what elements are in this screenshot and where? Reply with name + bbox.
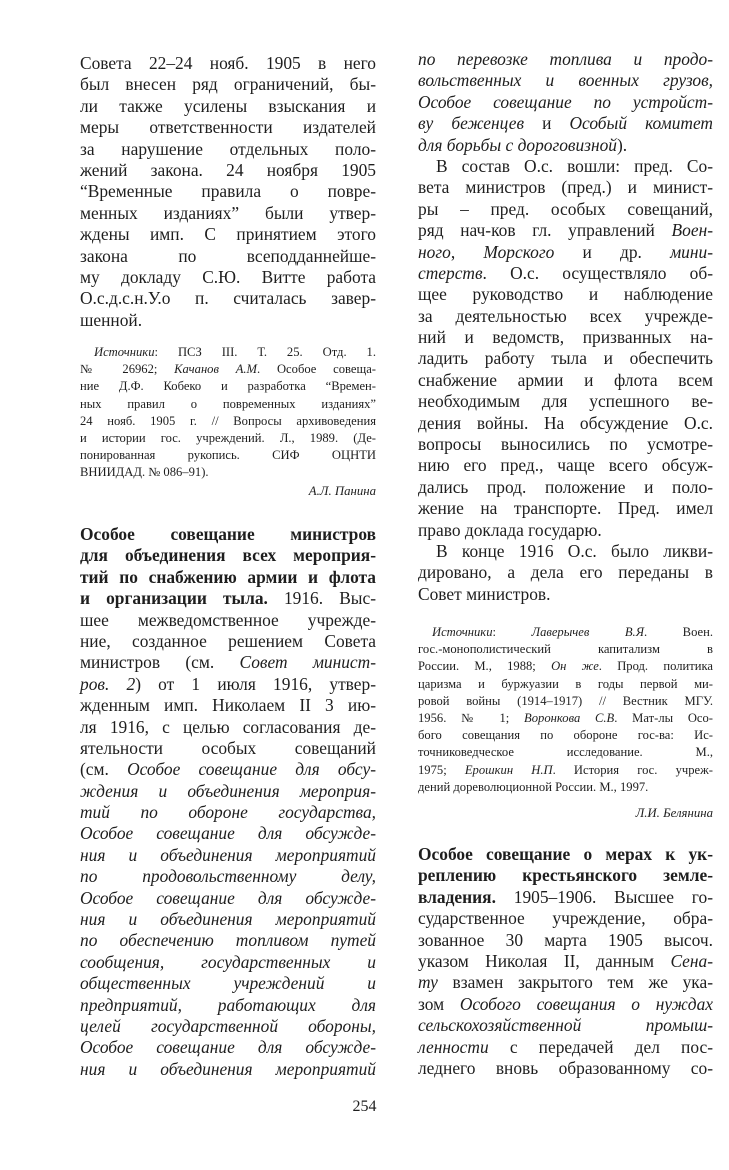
text-line — [418, 994, 713, 1015]
body-text: право доклада государю. — [418, 519, 602, 540]
body-text: жений закона. 24 ноября 1905 — [80, 159, 376, 180]
body-text: министров (см. — [80, 652, 240, 673]
body-text: царизма и буржуазии в годы первой ми- — [418, 676, 713, 691]
text-line — [80, 909, 376, 930]
text-line — [418, 520, 713, 541]
text-line — [80, 717, 376, 738]
body-text: ладить работу тыла и обеспечить — [418, 348, 713, 369]
text-line — [418, 177, 713, 198]
body-text: О.с.д.с.н.У.о п. считалась завер- — [80, 288, 376, 309]
text-line — [80, 310, 376, 331]
text-line — [418, 92, 713, 113]
italic-text: вольственных и военных грузов, — [418, 70, 713, 91]
body-text: . О.с. осуществляло об- — [482, 262, 713, 283]
body-text: “Временные правила о повре- — [80, 181, 376, 202]
body-text: ля 1916, с целью согласования де- — [80, 716, 376, 737]
text-line — [80, 160, 376, 181]
text-line — [418, 434, 713, 455]
sources-block-1 — [80, 344, 376, 482]
italic-text: Морского — [483, 241, 555, 262]
italic-text: Он же — [551, 659, 599, 674]
text-line — [418, 658, 713, 675]
text-line — [80, 524, 376, 545]
text-line — [418, 1015, 713, 1036]
text-line — [418, 49, 713, 70]
entry-heading-text: для объединения всех мероприя- — [80, 545, 376, 566]
italic-text: тий по обороне государства, — [80, 802, 376, 823]
italic-text: Особое совещание для обсужде- — [80, 1037, 376, 1058]
body-text: Совет министров. — [418, 583, 551, 604]
body-text: ных правил о повременных изданиях” — [80, 396, 376, 411]
body-text: шенной. — [80, 309, 143, 330]
text-line — [80, 1037, 376, 1058]
text-line — [418, 477, 713, 498]
text-line — [80, 1059, 376, 1080]
text-line — [418, 306, 713, 327]
body-text: вопросы выносились по усмотре- — [418, 434, 713, 455]
text-line — [80, 464, 376, 481]
italic-text: сельскохозяйственной промыш- — [418, 1015, 713, 1036]
body-text: Совета 22–24 нояб. 1905 в него — [80, 53, 376, 73]
text-line — [418, 348, 713, 369]
text-line — [80, 674, 376, 695]
text-line — [80, 610, 376, 631]
text-line — [80, 1016, 376, 1037]
body-text: ние Д.Ф. Кобеко и разработка “Времен- — [80, 379, 376, 394]
body-text: с передачей дел пос- — [488, 1036, 713, 1057]
italic-text: по продовольственному делу, — [80, 866, 376, 887]
text-line — [418, 562, 713, 583]
text-line — [418, 199, 713, 220]
text-line — [418, 972, 713, 993]
text-line — [80, 53, 376, 74]
body-text: указом Николая II, данным — [418, 950, 671, 971]
sources-block-2 — [418, 624, 713, 796]
text-line — [80, 413, 376, 430]
italic-text: Особое совещание по устройст- — [418, 91, 713, 112]
text-line — [418, 113, 713, 134]
italic-text: ния и объединения мероприятий — [80, 909, 376, 930]
text-line — [80, 447, 376, 464]
body-text: России. М., 1988; — [418, 659, 552, 674]
italic-text: для борьбы с дороговизной — [418, 134, 617, 155]
text-line — [418, 541, 713, 562]
italic-text: Лаверычев В.Я — [531, 625, 644, 639]
body-text: ВНИИДАД. № 086–91). — [80, 465, 209, 480]
body-text: леднего вновь образованному со- — [418, 1057, 713, 1078]
body-text: ). — [616, 134, 628, 155]
body-text: меры ответственности издателей — [80, 117, 376, 138]
body-text: . Воен. — [643, 625, 713, 639]
body-text: : — [492, 625, 532, 639]
italic-text: предприятий, работающих для — [80, 994, 376, 1015]
body-text: снабжение армии и флота всем — [418, 369, 713, 390]
text-line — [418, 263, 713, 284]
body-text: ятельности особых совещаний — [80, 737, 376, 758]
text-line — [418, 908, 713, 929]
body-text: ровой войны (1914–1917) // Вестник МГУ. — [418, 693, 713, 708]
italic-text: ров. 2 — [80, 673, 136, 694]
italic-text: ву беженцев — [418, 113, 525, 134]
text-line — [80, 631, 376, 652]
body-text: бого совещания по обороне гос-ва: Ис- — [418, 728, 713, 743]
text-line — [80, 545, 376, 566]
text-line — [80, 781, 376, 802]
italic-text: мини- — [670, 241, 713, 262]
italic-text: Особое совещание для обсужде- — [80, 887, 376, 908]
body-text: нию его пред., чаще всего обсуж- — [418, 455, 713, 476]
body-text: зованное 30 марта 1905 высоч. — [418, 929, 713, 950]
italic-text: ного — [418, 241, 451, 262]
text-line — [80, 430, 376, 447]
text-line — [418, 865, 713, 886]
italic-text: ния и объединения мероприятий — [80, 844, 376, 865]
text-line — [418, 156, 713, 177]
body-text: В состав О.с. вошли: пред. Со- — [436, 155, 713, 176]
text-line — [418, 887, 713, 908]
body-text: ры – пред. особых совещаний, — [418, 198, 713, 219]
text-line — [80, 973, 376, 994]
body-text: за нарушение отдельных поло- — [80, 138, 376, 159]
italic-text: по перевозке топлива и продо- — [418, 49, 713, 69]
body-text: 1956. № 1; — [418, 710, 525, 725]
italic-text: по обеспечению топливом путей — [80, 930, 376, 951]
text-line — [418, 1058, 713, 1079]
entry-ministers-council — [80, 524, 376, 1080]
body-text: ли также усилены взыскания и — [80, 95, 376, 116]
text-line — [418, 727, 713, 744]
italic-text: Особый комитет — [569, 113, 713, 134]
body-text: понированная рукопись. СИФ ОЦНТИ — [80, 448, 376, 463]
body-text: № 26962; — [80, 362, 175, 377]
entry-heading-text: тий по снабжению армии и флота — [80, 566, 376, 587]
text-line — [80, 224, 376, 245]
italic-text: целей государственной обороны, — [80, 1015, 376, 1036]
text-line — [80, 288, 376, 309]
italic-text: Сена- — [670, 950, 713, 971]
body-text: зом — [418, 993, 460, 1014]
body-text: 1975; — [418, 762, 465, 777]
body-text: , — [450, 241, 484, 262]
text-line — [418, 762, 713, 779]
italic-text: Совет минист- — [239, 652, 377, 673]
entry-peasant-land — [418, 844, 713, 1079]
body-text: дировано, а дела его переданы в — [418, 562, 713, 583]
italic-text: Особое совещание для обсужде- — [80, 823, 376, 844]
body-text: 24 нояб. 1905 г. // Вопросы архивоведения — [80, 413, 376, 428]
text-line — [80, 888, 376, 909]
text-line — [418, 413, 713, 434]
text-line — [418, 779, 713, 796]
entry-heading-text: Особое совещание о мерах к ук- — [418, 844, 713, 864]
italic-text: Особое совещание для обсу- — [127, 759, 376, 780]
text-line — [80, 759, 376, 780]
body-text: вета министров (пред.) и минист- — [418, 177, 713, 198]
body-text: 1905–1906. Высшее го- — [495, 886, 713, 907]
text-line — [418, 930, 713, 951]
text-line — [80, 96, 376, 117]
italic-text: Особого совещания о нуждах — [459, 993, 713, 1014]
italic-text: Воен- — [671, 220, 713, 241]
body-text: был внесен ряд ограничений, бы- — [80, 74, 376, 95]
text-line — [418, 641, 713, 658]
body-text: щее руководство и наблюдение — [418, 284, 713, 305]
text-line — [418, 951, 713, 972]
text-line — [80, 139, 376, 160]
italic-text: Источники — [94, 345, 155, 359]
text-line — [418, 844, 713, 865]
body-text: жение на транспорте. Пред. имел — [418, 498, 713, 519]
italic-text: ждения и объединения мероприя- — [80, 780, 376, 801]
text-line — [80, 567, 376, 588]
text-line — [418, 70, 713, 91]
body-text: шее межведомственное учрежде- — [80, 609, 376, 630]
italic-text: Ерошкин Н.П — [464, 762, 553, 777]
body-text: ний и ведомств, призванных на- — [418, 327, 713, 348]
body-text: жденным имп. Николаем II 3 ию- — [80, 695, 376, 716]
body-text: менных изданиях” были утвер- — [80, 202, 376, 223]
body-text: . Мат-лы Осо- — [614, 710, 713, 725]
text-line — [80, 738, 376, 759]
text-line — [418, 693, 713, 710]
text-line — [418, 584, 713, 605]
italic-text: Воронкова С.В — [524, 710, 615, 725]
body-text: . Прод. политика — [598, 659, 713, 674]
body-text: ждены имп. С принятием этого — [80, 224, 376, 245]
body-text: (см. — [80, 759, 128, 780]
body-text: : ПСЗ III. Т. 25. Отд. 1. — [154, 345, 376, 359]
text-line — [80, 361, 376, 378]
italic-text: ту — [418, 972, 438, 993]
entry-heading-text: и организации тыла. — [80, 588, 268, 609]
text-line — [418, 327, 713, 348]
italic-text: ленности — [418, 1036, 489, 1057]
body-text: дений дореволюционной России. М., 1997. — [418, 779, 649, 794]
text-line — [80, 203, 376, 224]
italic-text: сообщения, государственных и — [80, 951, 376, 972]
text-line — [80, 396, 376, 413]
entry-heading-text: реплению крестьянского земле- — [418, 865, 713, 886]
body-text: му докладу С.Ю. Витте работа — [80, 266, 376, 287]
entry-continuation-left — [80, 53, 376, 331]
body-text: дались прод. положение и поло- — [418, 476, 713, 497]
text-line — [80, 802, 376, 823]
text-line — [80, 930, 376, 951]
italic-text: Качанов А.М — [174, 362, 258, 377]
entry-heading-text: владения. — [418, 886, 496, 907]
body-text: ряд нач-ков гл. управлений — [418, 220, 672, 241]
text-line — [418, 455, 713, 476]
text-line — [80, 845, 376, 866]
text-line — [80, 952, 376, 973]
body-text: 1916. Выс- — [267, 588, 376, 609]
text-line — [80, 181, 376, 202]
body-text: сударственное учреждение, обра- — [418, 908, 713, 929]
author-signature: А.Л. Панина — [308, 484, 376, 498]
body-text: . История гос. учреж- — [552, 762, 713, 777]
text-line — [80, 74, 376, 95]
text-line — [80, 246, 376, 267]
body-text: и — [524, 113, 570, 134]
body-text: и истории гос. учреждений. Л., 1989. (Де- — [80, 430, 376, 445]
text-line — [80, 823, 376, 844]
italic-text: общественных учреждений и — [80, 973, 376, 994]
entry-continuation-right — [418, 49, 713, 605]
italic-text: стерств — [418, 262, 483, 283]
text-line — [418, 220, 713, 241]
text-line — [80, 378, 376, 395]
body-text: ) от 1 июля 1916, утвер- — [135, 673, 376, 694]
body-text: дения войны. На обсуждение О.с. — [418, 412, 713, 433]
text-line — [80, 267, 376, 288]
text-line — [418, 242, 713, 263]
text-line — [80, 652, 376, 673]
text-line — [80, 866, 376, 887]
body-text: точниковедческое исследование. М., — [418, 745, 713, 760]
body-text: за деятельностью всех учрежде- — [418, 305, 713, 326]
text-line — [80, 995, 376, 1016]
body-text: закона по всеподданнейше- — [80, 245, 376, 266]
body-text: необходимым для успешного ве- — [418, 391, 713, 412]
italic-text: ния и объединения мероприятий — [80, 1058, 376, 1079]
body-text: взамен закрытого тем же ука- — [437, 972, 713, 993]
author-signature: Л.И. Белянина — [635, 806, 713, 820]
page-number: 254 — [352, 1098, 377, 1115]
text-line — [418, 744, 713, 761]
text-line — [418, 710, 713, 727]
entry-heading-text: Особое совещание министров — [80, 524, 376, 544]
body-text: В конце 1916 О.с. было ликви- — [436, 540, 713, 561]
text-line — [418, 391, 713, 412]
text-line — [80, 695, 376, 716]
text-line — [418, 284, 713, 305]
text-line — [80, 117, 376, 138]
italic-text: Источники — [432, 625, 493, 639]
text-line — [418, 676, 713, 693]
text-line — [418, 624, 713, 641]
text-line — [80, 588, 376, 609]
body-text: гос.-монополистический капитализм в — [418, 642, 713, 657]
text-line — [418, 135, 713, 156]
body-text: . Особое совеща- — [257, 362, 376, 377]
text-line — [418, 498, 713, 519]
body-text: ние, созданное решением Совета — [80, 630, 376, 651]
body-text: и др. — [554, 241, 671, 262]
text-line — [418, 370, 713, 391]
text-line — [418, 1037, 713, 1058]
text-line — [80, 344, 376, 361]
